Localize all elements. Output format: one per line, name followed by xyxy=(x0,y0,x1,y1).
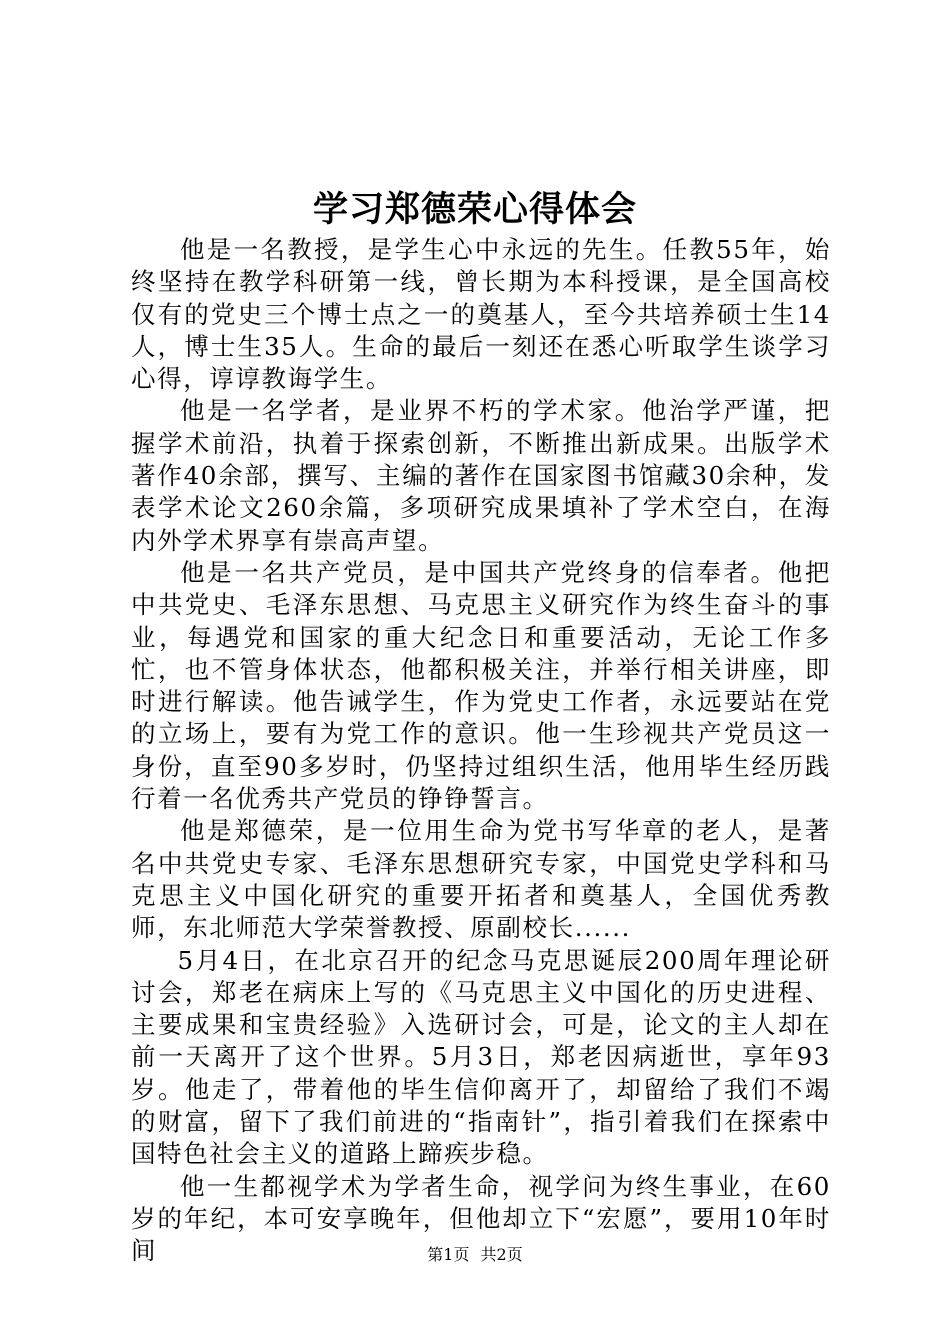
paragraph-lifelong-scholarship: 他一生都视学术为学者生命，视学问为终生事业，在60岁的年纪，本可安享晚年，但他却立下“宏愿”，要用10年时间 xyxy=(131,1171,831,1266)
paragraph-party-member: 他是一名共产党员，是中国共产党终身的信奉者。他把中共党史、毛泽东思想、马克思主义研究作为终生奋斗的事业，每遇党和国家的重大纪念日和重要活动，无论工作多忙，也不管身体状态，他都积极关注，并举行相关讲座，即时进行解读。他告诫学生，作为党史工作者，永远要站在党的立场上，要有为党工作的意识。他一生珍视共产党员这一身份，直至90多岁时，仍坚持过组织生活，他用毕生经历践行着一名优秀共产党员的铮铮誓言。 xyxy=(131,557,831,814)
page-footer xyxy=(0,1244,950,1266)
paragraph-may-fourth: 5月4日，在北京召开的纪念马克思诞辰200周年理论研讨会，郑老在病床上写的《马克思主义中国化的历史进程、主要成果和宝贵经验》入选研讨会，可是，论文的主人却在前一天离开了这个世界。5月3日，郑老因病逝世，享年93岁。他走了，带着他的毕生信仰离开了，却留给了我们不竭的财富，留下了我们前进的“指南针”，指引着我们在探索中国特色社会主义的道路上蹄疾步稳。 xyxy=(131,945,831,1169)
page-total: 共2页 xyxy=(480,1245,523,1264)
paragraph-professor: 他是一名教授，是学生心中永远的先生。任教55年，始终坚持在教学科研第一线，曾长期为本科授课，是全国高校仅有的党史三个博士点之一的奠基人，至今共培养硕士生14人，博士生35人。生命的最后一刻还在悉心听取学生谈学习心得，谆谆教诲学生。 xyxy=(131,235,831,394)
paragraph-scholar: 他是一名学者，是业界不朽的学术家。他治学严谨，把握学术前沿，执着于探索创新，不断推出新成果。出版学术著作40余部，撰写、主编的著作在国家图书馆藏30余种，发表学术论文260余篇，多项研究成果填补了学术空白，在海内外学术界享有崇高声望。 xyxy=(131,396,831,555)
paragraph-identity: 他是郑德荣，是一位用生命为党书写华章的老人，是著名中共党史专家、毛泽东思想研究专家，中国党史学科和马克思主义中国化研究的重要开拓者和奠基人，全国优秀教师，东北师范大学荣誉教授、原副校长...... xyxy=(131,816,831,943)
document-title: 学习郑德荣心得体会 xyxy=(312,189,637,230)
document-body xyxy=(131,234,831,1268)
page-number: 第1页 xyxy=(427,1245,470,1264)
